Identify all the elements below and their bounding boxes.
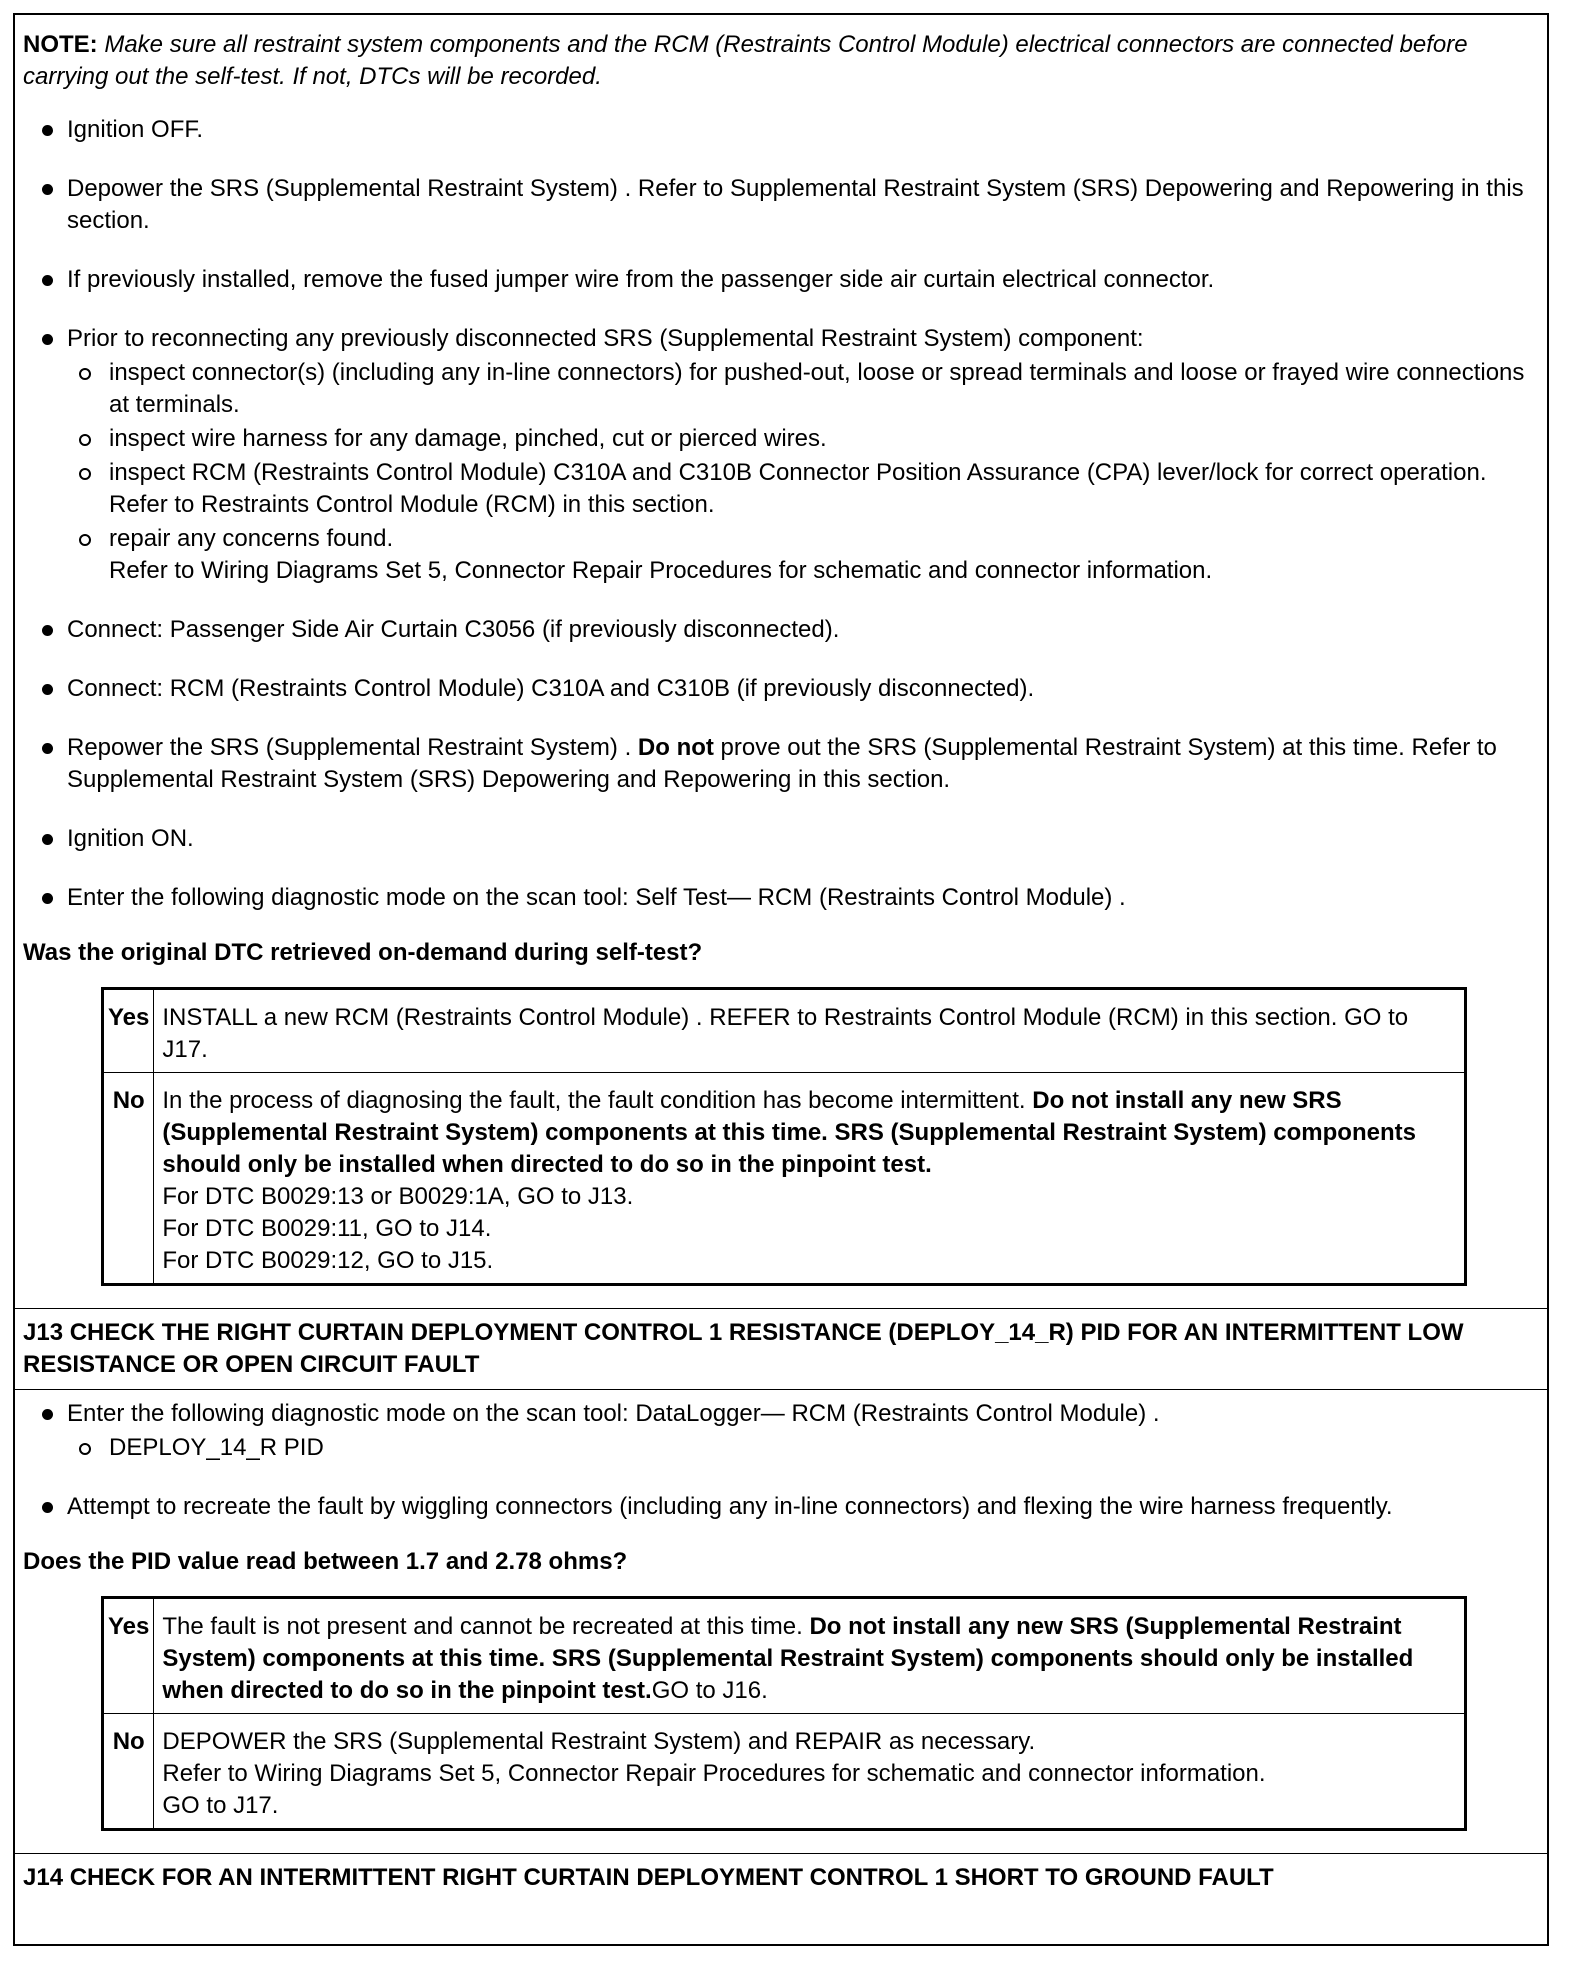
- result-table: [101, 987, 1467, 1286]
- no-line: For DTC B0029:13 or B0029:1A, GO to J13.: [162, 1183, 634, 1210]
- j13-section: [15, 1390, 1547, 1831]
- section-heading: J14 CHECK FOR AN INTERMITTENT RIGHT CURTAIN DEPLOYMENT CONTROL 1 SHORT TO GROUND FAULT: [23, 1864, 1274, 1891]
- step-text: Repower the SRS (Supplemental Restraint System) .: [67, 734, 638, 761]
- step-item: Connect: RCM (Restraints Control Module) C310A and C310B (if previously disconnected).: [23, 673, 1537, 705]
- table-row: [103, 1714, 1466, 1830]
- table-row: [103, 1598, 1466, 1714]
- table-row: [103, 1073, 1466, 1285]
- table-row: [103, 989, 1466, 1073]
- sub-item-text: Refer to Wiring Diagrams Set 5, Connector Repair Procedures for schematic and connector information.: [109, 557, 1213, 584]
- no-line: GO to J17.: [162, 1792, 279, 1819]
- step-item: Connect: Passenger Side Air Curtain C3056 (if previously disconnected).: [23, 614, 1537, 646]
- sub-item: inspect connector(s) (including any in-line connectors) for pushed-out, loose or spread terminals and loose or frayed wire connections at terminals.: [57, 357, 1537, 421]
- step-item: [23, 1398, 1537, 1464]
- result-table: [101, 1596, 1467, 1831]
- question: Does the PID value read between 1.7 and 2.78 ohms?: [23, 1548, 628, 1575]
- no-line: For DTC B0029:12, GO to J15.: [162, 1247, 494, 1274]
- yes-text: INSTALL a new RCM (Restraints Control Module) . REFER to Restraints Control Module (RCM) in this section. GO to J17.: [154, 989, 1466, 1073]
- note-label: NOTE:: [23, 31, 98, 58]
- step-text: Enter the following diagnostic mode on the scan tool: DataLogger— RCM (Restraints Control Module) .: [67, 1400, 1160, 1427]
- yes-text: GO to J16.: [651, 1677, 768, 1704]
- step-item: [23, 323, 1537, 587]
- section-heading: J13 CHECK THE RIGHT CURTAIN DEPLOYMENT CONTROL 1 RESISTANCE (DEPLOY_14_R) PID FOR AN INTERMITTENT LOW RESISTANCE OR OPEN CIRCUIT FAULT: [23, 1319, 1464, 1378]
- step-text: Prior to reconnecting any previously disconnected SRS (Supplemental Restraint System) component:: [67, 325, 1144, 352]
- question: Was the original DTC retrieved on-demand during self-test?: [23, 939, 703, 966]
- yes-text: The fault is not present and cannot be recreated at this time.: [162, 1613, 810, 1640]
- step-text: prove out the SRS (Supplemental Restraint System) at this time. Refer to Supplemental Restraint System (SRS) Depowering and Repowering in this section.: [67, 734, 1497, 793]
- no-label: No: [103, 1073, 154, 1285]
- sub-item: inspect wire harness for any damage, pinched, cut or pierced wires.: [57, 423, 1537, 455]
- no-line: DEPOWER the SRS (Supplemental Restraint System) and REPAIR as necessary.: [162, 1728, 1036, 1755]
- step-list: [23, 114, 1537, 914]
- step-bold-text: Do not: [637, 734, 714, 761]
- no-cell: [154, 1714, 1466, 1830]
- note-text: Make sure all restraint system components and the RCM (Restraints Control Module) electrical connectors are connected before carrying out the self-test. If not, DTCs will be recorded.: [23, 31, 1468, 90]
- yes-cell: [154, 1598, 1466, 1714]
- sub-list: [67, 1432, 1537, 1464]
- sub-list: [67, 357, 1537, 587]
- step-item: Depower the SRS (Supplemental Restraint System) . Refer to Supplemental Restraint System (SRS) Depowering and Repowering in this section.: [23, 173, 1537, 237]
- step-item: [23, 732, 1537, 796]
- no-line: Refer to Wiring Diagrams Set 5, Connector Repair Procedures for schematic and connector information.: [162, 1760, 1266, 1787]
- step-item: If previously installed, remove the fused jumper wire from the passenger side air curtain electrical connector.: [23, 264, 1537, 296]
- j12-continued-section: [15, 15, 1547, 1286]
- sub-item: DEPLOY_14_R PID: [57, 1432, 1537, 1464]
- yes-bold-text: Do not install any new SRS (Supplemental Restraint System) components at this time. SRS (Supplemental Restraint System) components should only be installed when directed to do so in the pinpoint test.: [162, 1613, 1414, 1704]
- no-label: No: [103, 1714, 154, 1830]
- no-bold-text: Do not install any new SRS (Supplemental Restraint System) components at this time. SRS (Supplemental Restraint System) components should only be installed when directed to do so in the pinpoint test.: [162, 1087, 1416, 1178]
- step-item: Ignition OFF.: [23, 114, 1537, 146]
- yes-label: Yes: [103, 1598, 154, 1714]
- step-item: Enter the following diagnostic mode on the scan tool: Self Test— RCM (Restraints Control Module) .: [23, 882, 1537, 914]
- sub-item: [57, 523, 1537, 587]
- yes-label: Yes: [103, 989, 154, 1073]
- step-list: [23, 1398, 1537, 1523]
- no-line: For DTC B0029:11, GO to J14.: [162, 1215, 492, 1242]
- note: [23, 29, 1537, 93]
- document-page: [13, 13, 1549, 1946]
- sub-item-text: repair any concerns found.: [109, 525, 394, 552]
- no-text: In the process of diagnosing the fault, the fault condition has become intermittent.: [162, 1087, 1033, 1114]
- step-item: Ignition ON.: [23, 823, 1537, 855]
- sub-item: inspect RCM (Restraints Control Module) C310A and C310B Connector Position Assurance (CPA) lever/lock for correct operation. Refer to Restraints Control Module (RCM) in this section.: [57, 457, 1537, 521]
- no-cell: [154, 1073, 1466, 1285]
- step-item: Attempt to recreate the fault by wiggling connectors (including any in-line connectors) and flexing the wire harness frequently.: [23, 1491, 1537, 1523]
